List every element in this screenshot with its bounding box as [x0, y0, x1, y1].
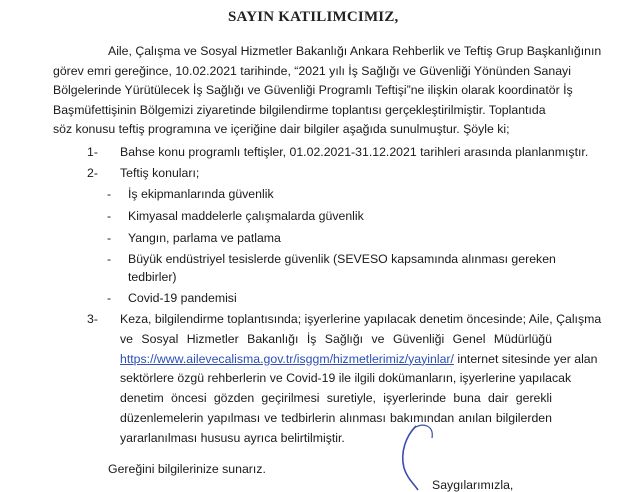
intro-line: Aile, Çalışma ve Sosyal Hizmetler Bakanlığı Ankara Rehberlik ve Teftiş Grup Başkanlığının	[108, 44, 602, 58]
intro-line: görev emri gereğince, 10.02.2021 tarihinde, “2021 yılı İş Sağlığı ve Güvenliği Yönünden Sanayi	[53, 63, 571, 78]
sub-item-text: tedbirler)	[128, 270, 177, 284]
list-item-number: 2-	[87, 166, 98, 180]
intro-line: Başmüfettişinin Bölgemizi ziyaretinde bilgilendirme toplantısı gerçekleştirilmiştir. Toplantıda	[53, 102, 546, 117]
sub-item-text: İş ekipmanlarında güvenlik	[128, 187, 274, 201]
intro-paragraph	[53, 42, 609, 140]
item3-line: https://www.ailevecalisma.gov.tr/isggm/hizmetlerimiz/yayinlar/ internet sitesinde yer alan	[120, 351, 598, 366]
intro-line: Bölgelerinde Yürütülecek İş Sağlığı ve Güvenliği Programlı Teftişi”ne ilişkin olarak koordinatör İş	[53, 83, 573, 97]
sub-item-text: Büyük endüstriyel tesislerde güvenlik (SEVESO kapsamında alınması gereken	[128, 252, 556, 266]
item3-line: sektörlere özgü rehberlerin ve Covid-19 ile ilgili dokümanların, işyerlerine yapılacak	[120, 371, 572, 386]
item3-line: denetim öncesi gözden geçirilmesi suretiyle, işyerlerinde buna dair gerekli	[120, 391, 552, 406]
sub-item: - İş ekipmanlarında güvenlik	[107, 187, 274, 201]
intro-line: söz konusu teftiş programına ve içeriğine dair bilgiler aşağıda sunulmuştur. Şöyle ki;	[53, 122, 510, 136]
document-title: SAYIN KATILIMCIMIZ,	[228, 9, 399, 25]
sub-item: - Covid-19 pandemisi	[107, 291, 237, 305]
item3-line: yararlanılması hususu ayrıca belirtilmiştir.	[120, 430, 345, 445]
sub-item: - Kimyasal maddelerle çalışmalarda güvenlik	[107, 209, 364, 223]
sub-item-text: Kimyasal maddelerle çalışmalarda güvenlik	[128, 209, 364, 223]
guides-link[interactable]: https://www.ailevecalisma.gov.tr/isggm/hizmetlerimiz/yayinlar/	[120, 351, 454, 366]
closing-sentence: Gereğini bilgilerinize sunarız.	[108, 462, 266, 476]
sub-item-continuation	[128, 268, 177, 288]
sub-item: - Büyük endüstriyel tesislerde güvenlik (SEVESO kapsamında alınması gereken	[107, 250, 552, 270]
list-item-1	[87, 143, 588, 163]
signoff-text: Saygılarımızla,	[432, 478, 514, 492]
item3-line: düzenlemelerin yapılması ve tedbirlerin alınması bakımından anılan bilgilerden	[120, 410, 552, 425]
list-item-text: Teftiş konuları;	[120, 166, 200, 180]
item3-line: Keza, bilgilendirme toplantısında; işyerlerine yapılacak denetim öncesinde; Aile, Çalışma	[120, 312, 602, 326]
list-item-text: Bahse konu programlı teftişler, 01.02.2021-31.12.2021 tarihleri arasında planlanmıştır.	[120, 145, 589, 159]
list-item-number: 1-	[87, 145, 98, 159]
list-item-2	[87, 164, 199, 184]
list-item-3-number: 3-	[87, 312, 98, 326]
sub-item: - Yangın, parlama ve patlama	[107, 231, 281, 245]
sub-item-text: Covid-19 pandemisi	[128, 291, 237, 305]
sub-item-text: Yangın, parlama ve patlama	[128, 231, 281, 245]
item3-line: ve Sosyal Hizmetler Bakanlığı İş Sağlığı ve Güvenliği Genel Müdürlüğü	[120, 331, 552, 346]
